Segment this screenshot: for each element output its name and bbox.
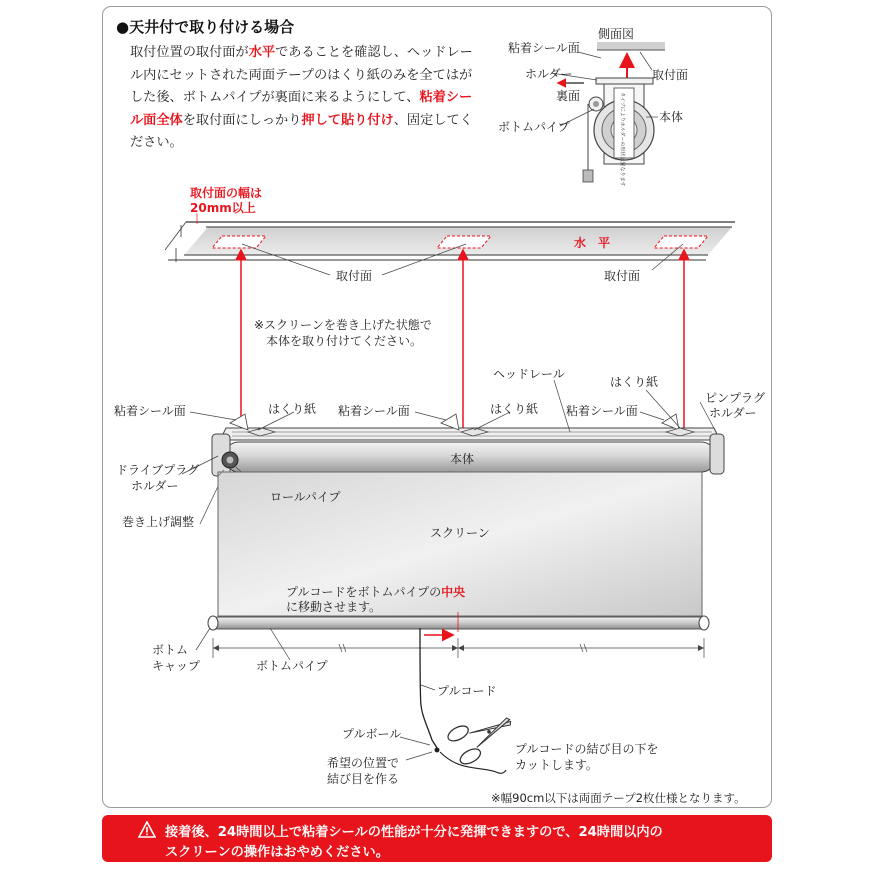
scissors-icon bbox=[446, 704, 519, 767]
side-view-title: 側面図 bbox=[598, 27, 635, 41]
wind-adjust-label: 巻き上げ調整 bbox=[122, 515, 195, 529]
bottom-pipe-assembly bbox=[196, 612, 709, 660]
bottom-pipe-label: ボトムパイプ bbox=[256, 659, 328, 673]
pull-cord-center-note-line1 bbox=[286, 585, 465, 599]
section-heading: ●天井付で取り付ける場合 bbox=[116, 18, 295, 36]
level-label: 水 平 bbox=[574, 236, 611, 250]
side-view-body-label: 本体 bbox=[659, 110, 684, 124]
intro-emphasis-level: 水平 bbox=[248, 45, 276, 60]
bottom-cap-label-1: ボトム bbox=[152, 643, 189, 657]
knot-position-label-1: 希望の位置で bbox=[327, 756, 400, 770]
intro-text-2: であることを確認し、ヘッドレール内にセットされた両面テープのはくり紙のみを全てはがした後、ボトムパイプが裏面に来るようにして、 bbox=[130, 45, 473, 105]
intro-emphasis-adhesive: 粘着シール面全体 bbox=[130, 90, 473, 128]
warning-icon bbox=[138, 821, 156, 838]
mount-width-note-line1: 取付面の幅は bbox=[190, 186, 263, 200]
side-view-holder-label: ホルダー bbox=[525, 67, 573, 81]
side-view-back-label: 裏面 bbox=[556, 89, 581, 103]
screen-label: スクリーン bbox=[430, 526, 490, 540]
side-view-tube-note: タイプによりホルダーの形状は異なります bbox=[619, 92, 625, 187]
intro-text-4: 、固定してください。 bbox=[130, 112, 473, 150]
roller-body-label: 本体 bbox=[450, 452, 475, 466]
cut-note-label-1: プルコードの結び目の下を bbox=[515, 742, 659, 756]
adhesive-label-left: 粘着シール面 bbox=[114, 404, 186, 418]
drive-plug-holder-label-1: ドライブプラグ bbox=[116, 463, 200, 477]
bottom-cap-label-2: キャップ bbox=[152, 659, 201, 673]
roll-pipe-label: ロールパイプ bbox=[270, 490, 341, 504]
head-rail-label: ヘッドレール bbox=[493, 367, 565, 381]
warning-text-line1: 接着後、24時間以上で粘着シールの性能が十分に発揮できますので、24時間以内の bbox=[165, 825, 663, 840]
adhesive-label-right: 粘着シール面 bbox=[566, 404, 638, 418]
rolled-up-note-line2: 本体を取り付けてください。 bbox=[266, 334, 423, 348]
cut-note-label-2: カットします。 bbox=[515, 758, 598, 772]
side-view-adhesive-label: 粘着シール面 bbox=[508, 41, 580, 55]
release-paper-label-left: はくり紙 bbox=[268, 402, 317, 416]
pin-plug-holder-label-1: ピンプラグ bbox=[705, 391, 766, 405]
mount-width-note-line2: 20mm以上 bbox=[190, 201, 256, 215]
pull-note-text: プルコードをボトムパイプの bbox=[286, 585, 442, 599]
mount-face-label-right: 取付面 bbox=[604, 269, 641, 283]
adhesive-label-mid: 粘着シール面 bbox=[338, 404, 410, 418]
side-view-diagram bbox=[551, 42, 665, 187]
drive-plug-holder-label-2: ホルダー bbox=[131, 479, 179, 493]
pull-note-center-emphasis: 中央 bbox=[441, 585, 466, 599]
pull-cord-label: プルコード bbox=[437, 684, 497, 698]
release-paper-label-mid: はくり紙 bbox=[490, 402, 539, 416]
mount-face-label-left: 取付面 bbox=[336, 269, 373, 283]
intro-text-3: を取付面にしっかり bbox=[182, 112, 302, 128]
knot-position-label-2: 結び目を作る bbox=[327, 772, 400, 786]
release-paper-label-right: はくり紙 bbox=[610, 375, 659, 389]
warning-banner bbox=[102, 815, 772, 862]
pull-cord-center-note-line2: に移動させます。 bbox=[286, 600, 382, 614]
intro-emphasis-press: 押して貼り付け bbox=[301, 112, 394, 128]
warning-text-line2: スクリーンの操作はおやめください。 bbox=[165, 845, 389, 860]
double-sided-tape-note: ※幅90cm以下は両面テープ2枚仕様となります。 bbox=[491, 791, 746, 805]
rolled-up-note-line1: ※スクリーンを巻き上げた状態で bbox=[254, 318, 432, 332]
ceiling-surface bbox=[165, 213, 735, 275]
side-view-bottom-pipe-label: ボトムパイプ bbox=[498, 120, 570, 134]
intro-text-1: 取付位置の取付面が bbox=[130, 45, 249, 60]
pin-plug-holder-label-2: ホルダー bbox=[709, 406, 757, 420]
pull-ball-label: プルボール bbox=[342, 727, 402, 741]
side-view-mount-face-label: 取付面 bbox=[652, 68, 689, 82]
